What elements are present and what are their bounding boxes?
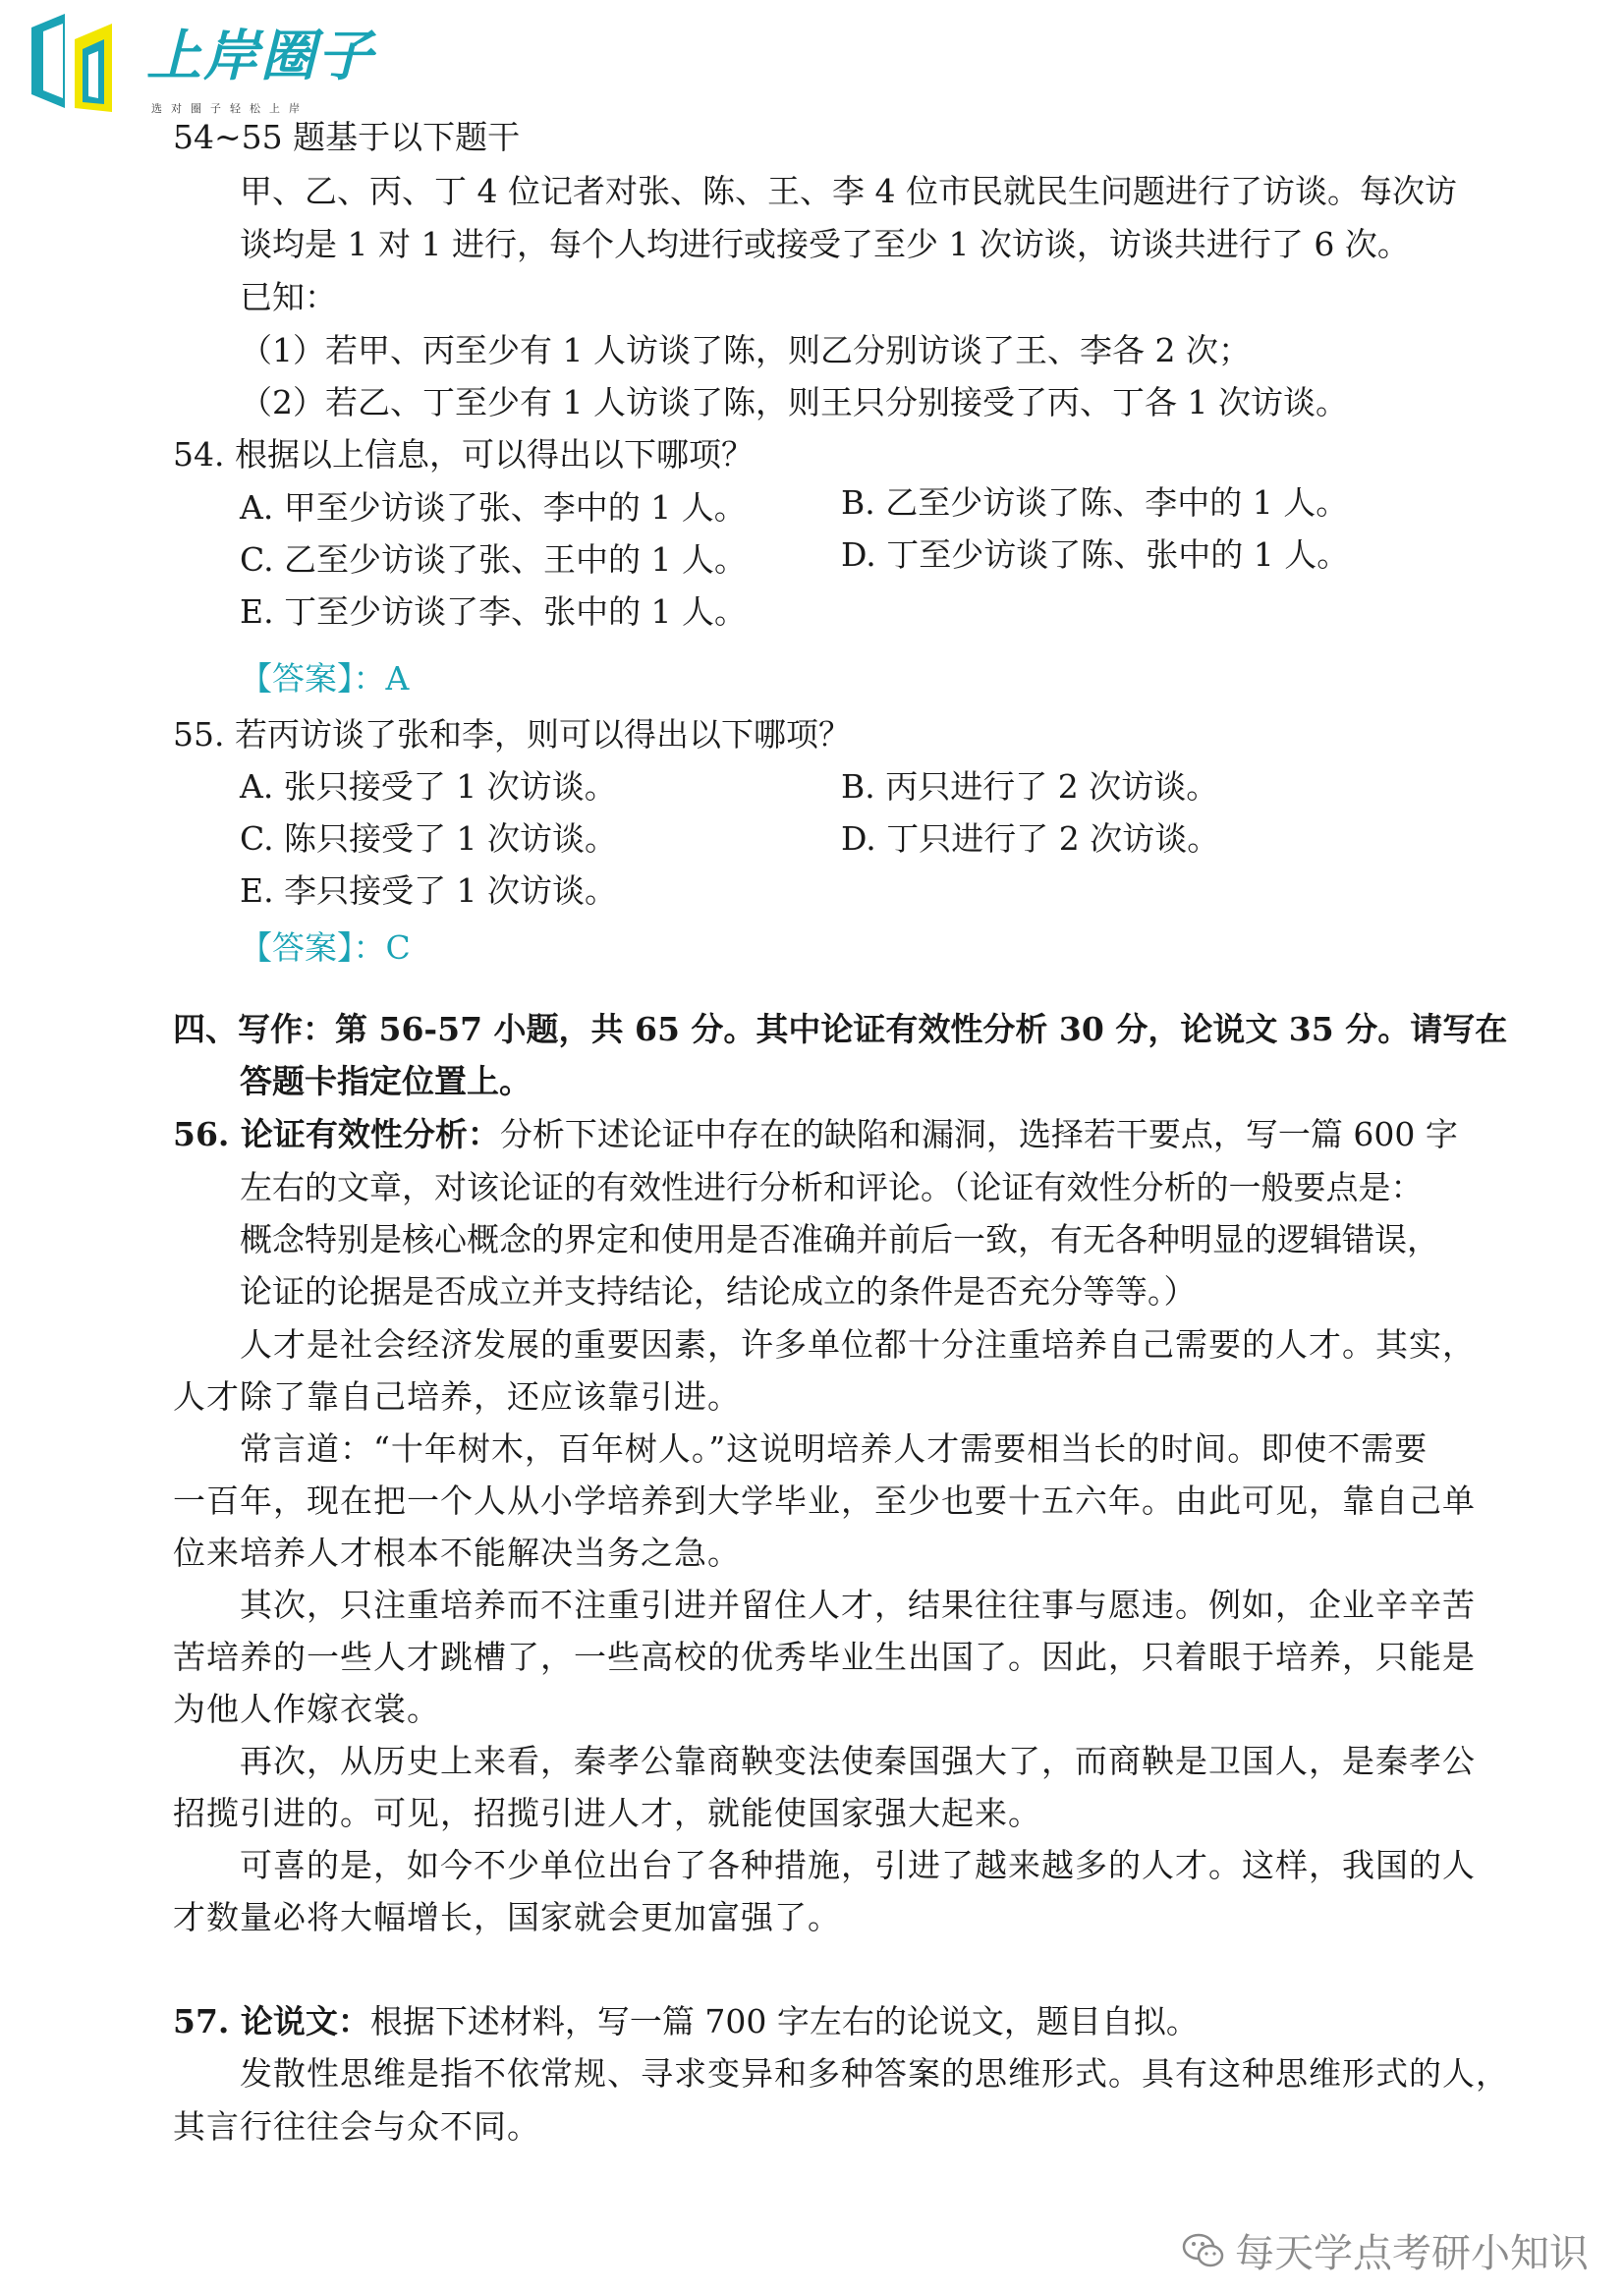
essay-text-line: 其次，只注重培养而不注重引进并留住人才，结果往往事与愿违。例如，企业辛辛苦	[240, 1586, 1476, 1624]
q54-option-a: A. 甲至少访谈了张、李中的 1 人。	[240, 488, 747, 527]
logo-title: 上岸圈子	[146, 25, 374, 88]
essay-text-line: 一百年，现在把一个人从小学培养到大学毕业，至少也要十五六年。由此可见，靠自己单	[173, 1481, 1476, 1520]
question-57-line	[173, 2002, 1199, 2040]
q56-instruction: 分析下述论证中存在的缺陷和漏洞，选择若干要点，写一篇 600 字	[499, 1115, 1458, 1153]
q56-instruction-line: 论证的论据是否成立并支持结论，结论成立的条件是否充分等等。）	[240, 1272, 1197, 1311]
section-4-heading-cont: 答题卡指定位置上。	[240, 1062, 532, 1100]
q56-label: 56. 论证有效性分析：	[173, 1115, 500, 1153]
question-55: 55. 若丙访谈了张和李，则可以得出以下哪项？	[173, 715, 851, 754]
q57-label: 57. 论说文：	[173, 2002, 370, 2040]
group-intro: 54~55 题基于以下题干	[173, 118, 521, 156]
stem-line: 谈均是 1 对 1 进行，每个人均进行或接受了至少 1 次访谈，访谈共进行了 6 次。	[240, 225, 1410, 263]
q54-option-d: D. 丁至少访谈了陈、张中的 1 人。	[841, 535, 1350, 574]
q54-option-b: B. 乙至少访谈了陈、李中的 1 人。	[841, 483, 1349, 522]
q55-option-b: B. 丙只进行了 2 次访谈。	[841, 767, 1219, 806]
q55-option-e: E. 李只接受了 1 次访谈。	[240, 871, 618, 910]
essay-text-line: 苦培养的一些人才跳槽了，一些高校的优秀毕业生出国了。因此，只着眼于培养，只能是	[173, 1638, 1476, 1676]
q56-instruction-line: 概念特别是核心概念的界定和使用是否准确并前后一致，有无各种明显的逻辑错误，	[240, 1220, 1439, 1258]
q54-option-e: E. 丁至少访谈了李、张中的 1 人。	[240, 592, 748, 631]
essay-text-line: 招揽引进的。可见，招揽引进人才，就能使国家强大起来。	[173, 1794, 1041, 1832]
brand-logo	[14, 10, 407, 118]
stem-line: 甲、乙、丙、丁 4 位记者对张、陈、王、李 4 位市民就民生问题进行了访谈。每次访	[240, 172, 1457, 210]
essay-text-line: 才数量必将大幅增长，国家就会更加富强了。	[173, 1898, 841, 1936]
condition-2: （2）若乙、丁至少有 1 人访谈了陈，则王只分别接受了丙、丁各 1 次访谈。	[240, 383, 1348, 421]
q55-answer: 【答案】：C	[240, 928, 411, 967]
q54-option-c: C. 乙至少访谈了张、王中的 1 人。	[240, 540, 748, 579]
essay-text-line: 人才是社会经济发展的重要因素，许多单位都十分注重培养自己需要的人才。其实，	[240, 1325, 1476, 1364]
logo-mark-icon	[14, 10, 141, 118]
known-label: 已知：	[240, 278, 337, 316]
logo-subtitle: 选对圈子轻松上岸	[151, 102, 308, 115]
essay-text-line: 可喜的是，如今不少单位出台了各种措施，引进了越来越多的人才。这样，我国的人	[240, 1846, 1476, 1884]
condition-1: （1）若甲、丙至少有 1 人访谈了陈，则乙分别访谈了王、李各 2 次；	[240, 331, 1251, 369]
q54-answer: 【答案】：A	[240, 659, 410, 698]
essay-text-line: 为他人作嫁衣裳。	[173, 1690, 440, 1728]
watermark-text: 每天学点考研小知识	[1235, 2231, 1589, 2276]
q55-option-c: C. 陈只接受了 1 次访谈。	[240, 819, 618, 858]
watermark	[1182, 2222, 1589, 2278]
section-4-heading: 四、写作：第 56-57 小题，共 65 分。其中论证有效性分析 30 分，论说文 35 分。请写在	[173, 1010, 1508, 1048]
essay-text-line: 发散性思维是指不依常规、寻求变异和多种答案的思维形式。具有这种思维形式的人，	[240, 2054, 1509, 2093]
essay-text-line: 人才除了靠自己培养，还应该靠引进。	[173, 1377, 741, 1416]
essay-text-line: 位来培养人才根本不能解决当务之急。	[173, 1534, 741, 1572]
q57-instruction: 根据下述材料，写一篇 700 字左右的论说文，题目自拟。	[369, 2002, 1199, 2040]
q55-option-d: D. 丁只进行了 2 次访谈。	[841, 819, 1220, 858]
wechat-icon	[1182, 2231, 1225, 2270]
essay-text-line: 其言行往往会与众不同。	[173, 2107, 540, 2146]
question-56-line	[173, 1115, 1458, 1153]
essay-text-line: 再次，从历史上来看，秦孝公靠商鞅变法使秦国强大了，而商鞅是卫国人，是秦孝公	[240, 1742, 1476, 1780]
essay-text-line: 常言道：“十年树木，百年树人。”这说明培养人才需要相当长的时间。即使不需要	[240, 1429, 1428, 1468]
q55-option-a: A. 张只接受了 1 次访谈。	[240, 767, 617, 806]
question-54: 54. 根据以上信息，可以得出以下哪项？	[173, 435, 754, 474]
q56-instruction-line: 左右的文章，对该论证的有效性进行分析和评论。（论证有效性分析的一般要点是：	[240, 1168, 1424, 1206]
